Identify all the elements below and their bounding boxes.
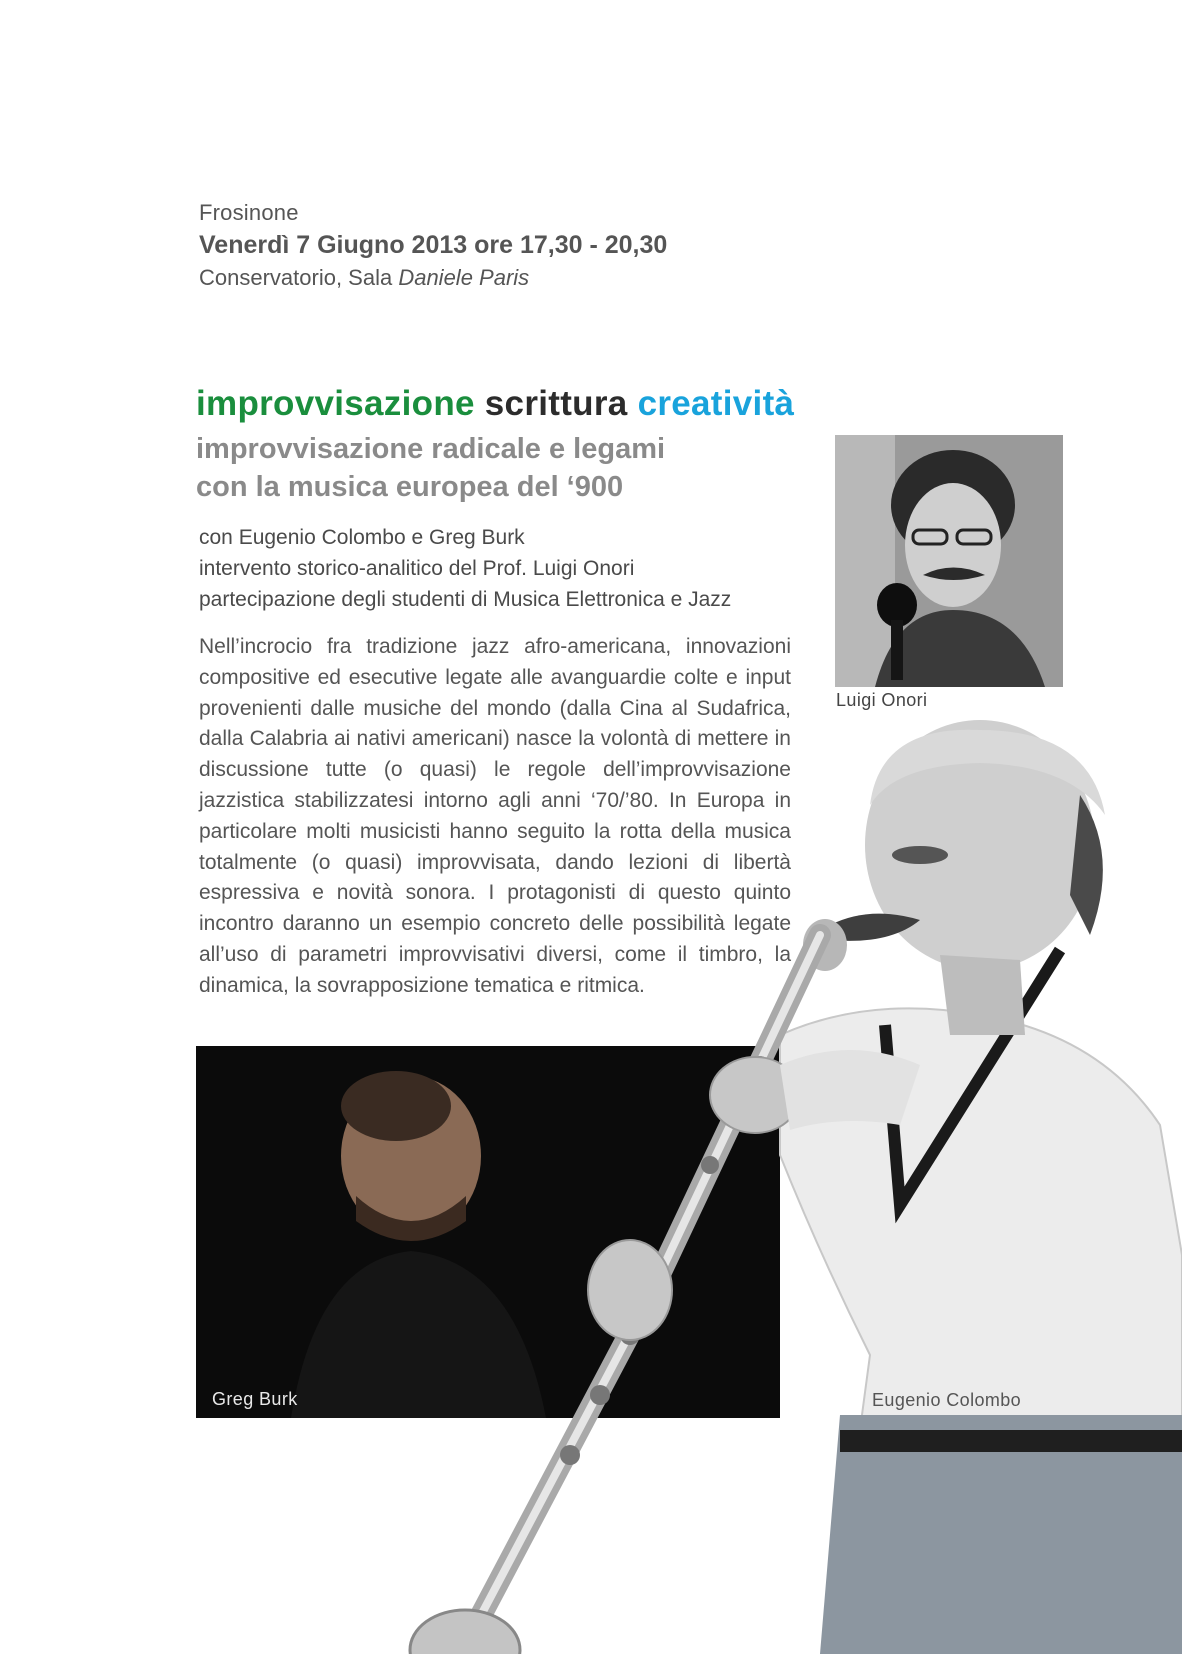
caption-eugenio-colombo: Eugenio Colombo: [872, 1390, 1022, 1410]
caption-luigi-onori: Luigi Onori: [836, 690, 928, 710]
body-paragraph: Nell’incrocio fra tradizione jazz afro-americana, innovazioni compositive ed esecutive legate alle avanguardie colte e input provenienti dalle musiche del mondo (dalla Cina al Sudafrica, dalla Calabria ai nativi americani) nasce la volontà di mettere in discussione tutte (o quasi) le regole dell’improvvisazione jazzistica stabilizzatesi intorno agli anni ‘70/’80. In Europa in particolare molti musicisti hanno seguito la rotta della musica totalmente (o quasi) improvvisata, dando lezioni di libertà espressiva e novità sonora. I protagonisti di questo quinto incontro daranno un esempio concreto delle possibilità legate all’uso di parametri improvvisativi diversi, come il timbro, la dinamica, la sovrapposizione tematica e ritmica.: [199, 635, 791, 997]
credits-block: [199, 522, 731, 615]
page-subtitle: [196, 430, 665, 506]
caption-greg-burk: Greg Burk: [212, 1389, 298, 1409]
subtitle-line-2: con la musica europea del ‘900: [196, 471, 624, 503]
credits-students: partecipazione degli studenti di Musica Elettronica e Jazz: [199, 588, 732, 611]
photo-eugenio-colombo: [400, 735, 1182, 1654]
event-date: Venerdì 7 Giugno 2013 ore 17,30 - 20,30: [199, 231, 668, 259]
title-word-improvvisazione: improvvisazione: [196, 384, 475, 423]
photo-luigi-onori: [835, 435, 1063, 687]
subtitle-line-1: improvvisazione radicale e legami: [196, 433, 666, 465]
venue-prefix: Conservatorio, Sala: [199, 265, 399, 290]
title-word-scrittura: scrittura: [484, 384, 628, 423]
venue-name: Daniele Paris: [398, 265, 530, 290]
title-word-creativita: creatività: [637, 384, 795, 423]
event-city: Frosinone: [199, 200, 299, 225]
onori-silhouette: [835, 435, 1063, 687]
page-title: [196, 384, 794, 424]
event-venue: [199, 265, 529, 291]
credits-speaker: intervento storico-analitico del Prof. Luigi Onori: [199, 557, 635, 580]
credits-performers: con Eugenio Colombo e Greg Burk: [199, 526, 525, 549]
